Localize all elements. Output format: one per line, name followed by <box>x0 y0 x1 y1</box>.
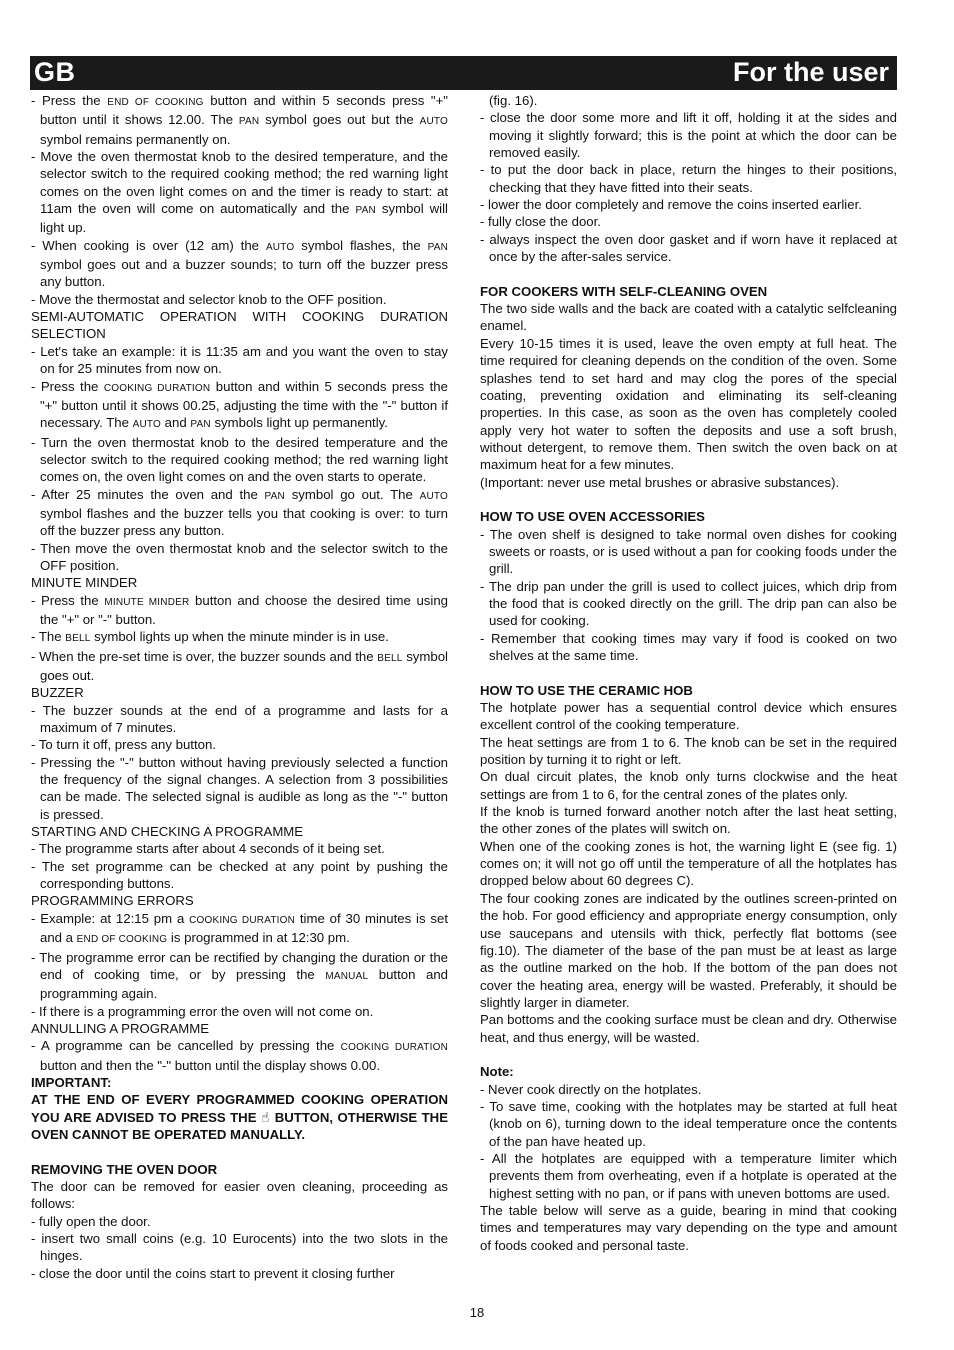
list-item: - always inspect the oven door gasket and if worn have it replaced at once by the after-sales service. <box>480 231 897 265</box>
list-item: - Press the END OF COOKING button and within 5 seconds press "+" button until it shows 12.00. The PAN symbol goes out but the AUTO symbol remains permanently on. <box>31 93 448 147</box>
list-item: - Then move the oven thermostat knob and the selector switch to the OFF position. <box>31 540 448 573</box>
section-heading-ceramic-hob: HOW TO USE THE CERAMIC HOB <box>480 682 693 698</box>
list-item: - If there is a programming error the oven will not come on. <box>31 1003 374 1019</box>
list-item: - A programme can be cancelled by pressing the COOKING DURATION button and then the "-" button until the display shows 0.00. <box>31 1038 448 1073</box>
paragraph: If the knob is turned forward another notch after the last heat setting, the other zones of the plates will switch on. <box>480 804 897 837</box>
list-item: - fully close the door. <box>480 214 601 230</box>
section-heading-self-cleaning: FOR COOKERS WITH SELF-CLEANING OVEN <box>480 283 768 299</box>
paragraph: Every 10-15 times it is used, leave the oven empty at full heat. The time required for cleaning depends on the condition of the oven. Some splashes tend to set hard and may clog the pores of the special coating, preventing oxidation and eliminating its self-cleaning properties. In this case, as soon as the oven has completely cooled apply very hot water to soften the deposits and use a soft brush, without detergent, to remove them. Then switch the oven back on at maximum heat for a few minutes. <box>480 335 897 473</box>
list-item: - Pressing the "-" button without having previously selected a function the frequency of the signal changes. A selection from 3 possibilities can be made. The selected signal is audible as long as the "-" button is pressed. <box>31 754 448 822</box>
list-item: - Remember that cooking times may vary if food is cooked on two shelves at the same time. <box>480 630 897 663</box>
list-item: - When cooking is over (12 am) the AUTO symbol flashes, the PAN symbol goes out and a buzzer sounds; to turn off the buzzer press any button. <box>31 237 448 290</box>
paragraph: The four cooking zones are indicated by the outlines screen-printed on the hob. For good efficiency and appropriate energy consumption, only use saucepans and utensils with thick, perfectly flat bottoms (see fig.10). The diameter of the base of the pan must be at least as large as the outline marked on the hob. If the bottom of the pan does not cover the heating area, energy will be wasted. Preferably, it should be slightly larger in diameter. <box>480 890 897 1010</box>
paragraph: When one of the cooking zones is hot, the warning light E (see fig. 1) comes on; it will not go off until the temperature of all the hotplates has dropped below about 60 degrees C). <box>480 838 897 889</box>
list-item: - To save time, cooking with the hotplates may be started at full heat (knob on 6), turning down to the ideal temperature once the contents of the pan have heated up. <box>480 1098 897 1149</box>
paragraph: (fig. 16). <box>489 93 538 108</box>
section-heading-starting: STARTING AND CHECKING A PROGRAMME <box>31 824 304 840</box>
paragraph: (Important: never use metal brushes or abrasive substances). <box>480 474 840 490</box>
section-heading-minute-minder: MINUTE MINDER <box>31 575 138 591</box>
list-item: - lower the door completely and remove the coins inserted earlier. <box>480 197 862 213</box>
list-item: - Press the COOKING DURATION button and within 5 seconds press the "+" button until it shows 00.25, adjusting the time with the "-" button if necessary. The AUTO and PAN symbols light up permanently. <box>31 378 448 431</box>
list-item: - The drip pan under the grill is used to collect juices, which drip from the food that is cooked directly on the grill. The drip pan can also be used for cooking. <box>480 578 897 629</box>
important-label: IMPORTANT: <box>31 1074 112 1090</box>
list-item: - Turn the oven thermostat knob to the desired temperature and the selector switch to the required cooking method; the red warning light comes on, the oven light comes on and the oven starts to operate. <box>31 434 448 485</box>
list-item: - After 25 minutes the oven and the PAN symbol go out. The AUTO symbol flashes and the buzzer tells you that cooking is over: to turn off the buzzer press any button. <box>31 486 448 539</box>
list-item: - The buzzer sounds at the end of a programme and lasts for a maximum of 7 minutes. <box>31 702 448 736</box>
paragraph: Pan bottoms and the cooking surface must be clean and dry. Otherwise heat, and thus energy, will be wasted. <box>480 1012 897 1045</box>
page-number: 18 <box>469 1305 485 1320</box>
paragraph: The table below will serve as a guide, bearing in mind that cooking times and temperatures may vary depending on the type and amount of foods cooked and personal taste. <box>480 1203 897 1253</box>
important-notice: AT THE END OF EVERY PROGRAMMED COOKING OPERATION YOU ARE ADVISED TO PRESS THE ☝ BUTTON, OTHERWISE THE OVEN CANNOT BE OPERATED MANUALLY. <box>31 1092 449 1142</box>
section-heading-annulling: ANNULLING A PROGRAMME <box>31 1020 210 1036</box>
hand-icon: ☝ <box>260 1108 271 1125</box>
paragraph: The heat settings are from 1 to 6. The knob can be set in the required position by turning it to right or left. <box>480 734 897 768</box>
section-heading-programming-errors: PROGRAMMING ERRORS <box>31 893 194 909</box>
list-item: - Move the oven thermostat knob to the desired temperature, and the selector switch to the required cooking method; the red warning light comes on the oven light comes on and the timer is ready to start: at 11am the oven will come on automatically and the PAN symbol will light up. <box>31 149 448 236</box>
paragraph: The door can be removed for easier oven cleaning, proceeding as follows: <box>31 1178 448 1212</box>
left-column <box>31 92 448 1282</box>
language-code: GB <box>34 57 76 87</box>
page-header <box>30 56 897 90</box>
list-item: - Press the MINUTE MINDER button and choose the desired time using the "+" or "-" button. <box>31 592 448 627</box>
section-heading-semi-automatic: SEMI-AUTOMATIC OPERATION WITH COOKING DURATION SELECTION <box>31 309 448 342</box>
paragraph: The hotplate power has a sequential control device which ensures excellent control of the cooking temperature. <box>480 700 897 733</box>
list-item: - To turn it off, press any button. <box>31 737 216 753</box>
section-heading-note: Note: <box>480 1064 514 1080</box>
right-column <box>480 92 897 1254</box>
list-item: - to put the door back in place, return the hinges to their positions, checking that they have fitted into their seats. <box>480 162 897 195</box>
list-item: - Let's take an example: it is 11:35 am and you want the oven to stay on for 25 minutes from now on. <box>31 343 448 377</box>
list-item: - The oven shelf is designed to take normal oven dishes for cooking sweets or roasts, or is used without a pan for cooking foods under the grill. <box>480 526 897 577</box>
paragraph: On dual circuit plates, the knob only turns clockwise and the heat settings are from 1 to 6, for the central zones of the plates only. <box>480 769 897 802</box>
list-item: - All the hotplates are equipped with a temperature limiter which prevents them from overheating, even if a hotplate is operated at the highest setting with no pan, or if pans with uneven bottoms are used. <box>480 1150 897 1201</box>
section-heading-buzzer: BUZZER <box>31 685 84 701</box>
list-item: - insert two small coins (e.g. 10 Eurocents) into the two slots in the hinges. <box>31 1231 448 1264</box>
paragraph: The two side walls and the back are coated with a catalytic selfcleaning enamel. <box>480 301 897 334</box>
section-heading-accessories: HOW TO USE OVEN ACCESSORIES <box>480 509 705 525</box>
list-item: - close the door until the coins start to prevent it closing further <box>31 1265 395 1281</box>
list-item: - The programme error can be rectified by changing the duration or the end of cooking time, or by pressing the MANUAL button and programming again. <box>31 949 448 1002</box>
section-heading-removing-door: REMOVING THE OVEN DOOR <box>31 1161 218 1177</box>
list-item: - Never cook directly on the hotplates. <box>480 1081 702 1097</box>
list-item: - The programme starts after about 4 seconds of it being set. <box>31 841 385 857</box>
list-item: - The set programme can be checked at any point by pushing the corresponding buttons. <box>31 858 448 892</box>
list-item: - fully open the door. <box>31 1213 151 1229</box>
list-item: - Example: at 12:15 pm a COOKING DURATION time of 30 minutes is set and a END OF COOKING is programmed in at 12:30 pm. <box>31 910 449 946</box>
list-item: - When the pre-set time is over, the buzzer sounds and the BELL symbol goes out. <box>31 648 448 683</box>
list-item: - The BELL symbol lights up when the minute minder is in use. <box>31 629 389 645</box>
page-title: For the user <box>732 57 889 87</box>
list-item: - close the door some more and lift it off, holding it at the sides and moving it slightly forward; this is the point at which the door can be removed easily. <box>480 110 897 161</box>
list-item: - Move the thermostat and selector knob to the OFF position. <box>31 291 387 307</box>
